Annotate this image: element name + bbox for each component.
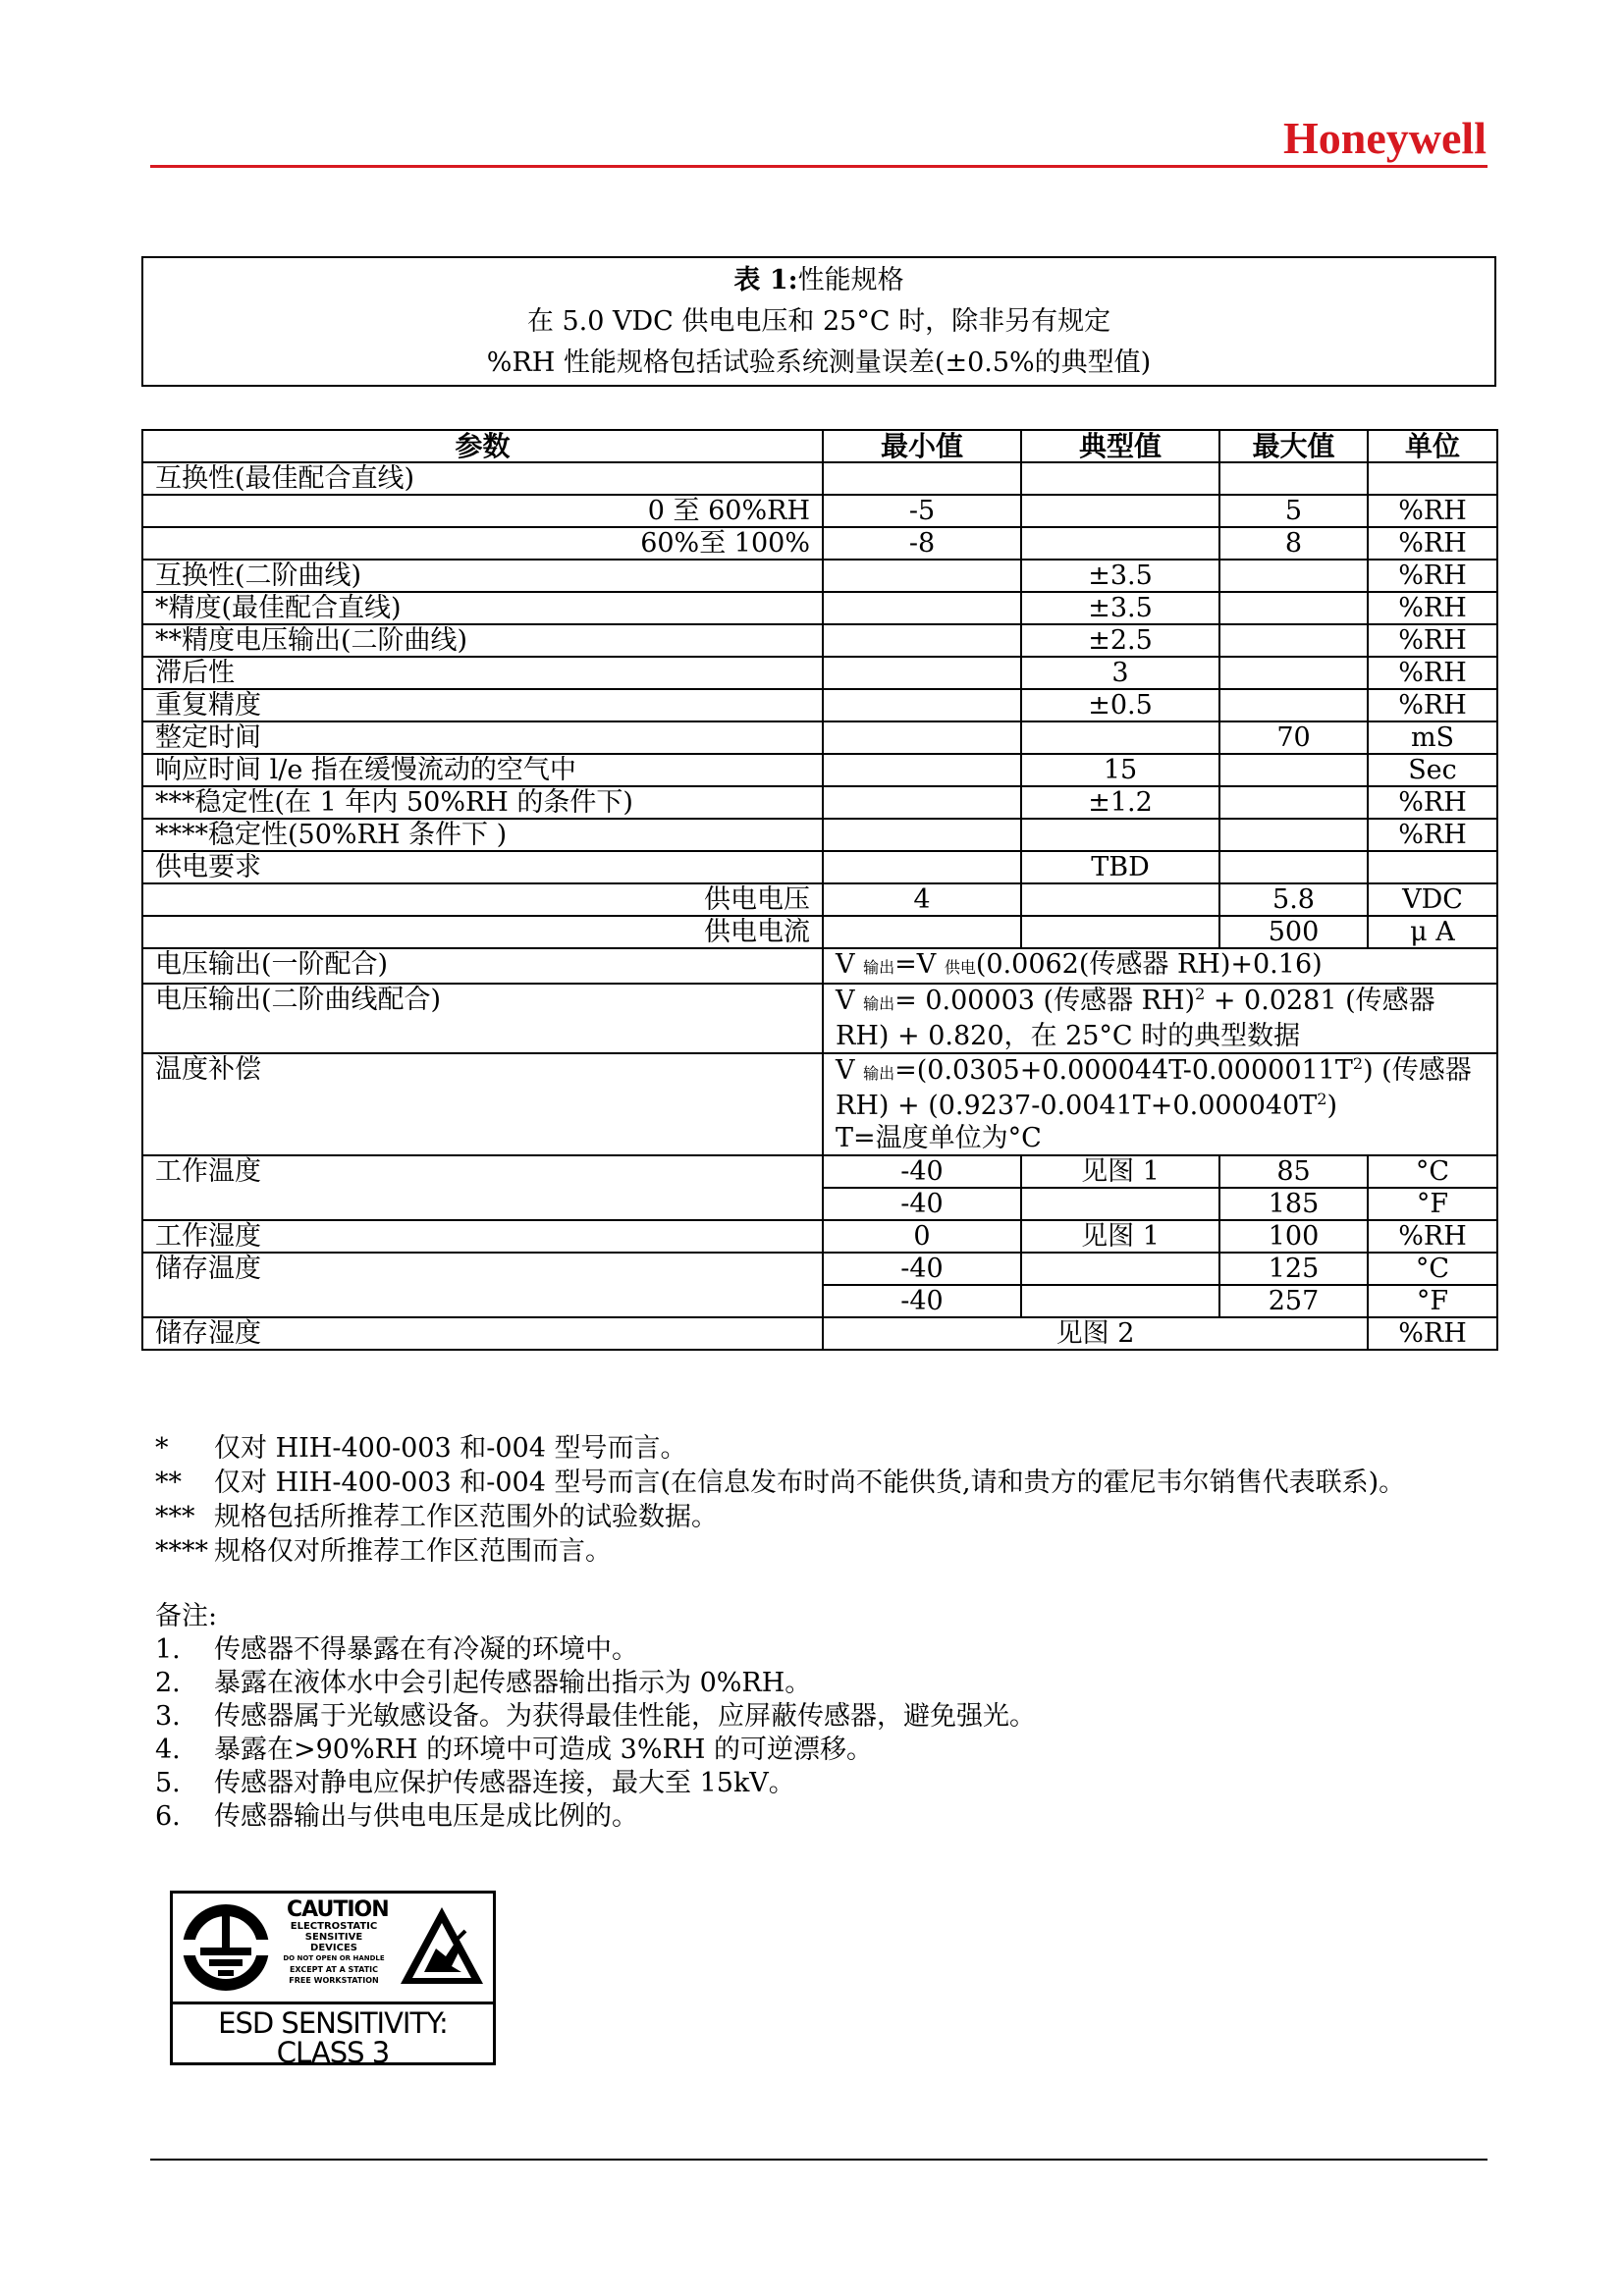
max-cell: 257 bbox=[1219, 1285, 1368, 1317]
table-row bbox=[142, 462, 1497, 495]
table-row bbox=[142, 527, 1497, 560]
table-caption bbox=[141, 256, 1496, 387]
table-row bbox=[142, 851, 1497, 883]
unit-cell: %RH bbox=[1368, 1317, 1497, 1350]
param-cell: 工作温度 bbox=[142, 1155, 823, 1220]
unit-cell: %RH bbox=[1368, 657, 1497, 689]
header-min: 最小值 bbox=[823, 430, 1021, 462]
caption-line2: 在 5.0 VDC 供电电压和 25°C 时，除非另有规定 bbox=[526, 306, 1111, 337]
unit-cell: mS bbox=[1368, 721, 1497, 754]
typ-cell: ±3.5 bbox=[1021, 592, 1219, 624]
typ-cell: 3 bbox=[1021, 657, 1219, 689]
table-header-row bbox=[142, 430, 1497, 462]
param-cell: 工作湿度 bbox=[142, 1220, 823, 1253]
param-cell: 滞后性 bbox=[142, 657, 823, 689]
typ-cell: ±1.2 bbox=[1021, 786, 1219, 819]
max-cell: 5.8 bbox=[1219, 883, 1368, 916]
table-row bbox=[142, 1155, 1497, 1188]
max-cell: 100 bbox=[1219, 1220, 1368, 1253]
param-cell: 储存温度 bbox=[142, 1253, 823, 1317]
min-cell: -40 bbox=[823, 1253, 1021, 1285]
esd-caution-label bbox=[170, 1891, 496, 2069]
footnote: ** 仅对 HIH-400-003 和-004 型号而言(在信息发布时尚不能供货,请和贵方的霍尼韦尔销售代表联系)。 bbox=[155, 1468, 1406, 1498]
spec-table bbox=[141, 429, 1498, 1351]
table-row bbox=[142, 1220, 1497, 1253]
esd-hand-warning-icon bbox=[397, 1901, 487, 1992]
table-row bbox=[142, 624, 1497, 657]
table-row bbox=[142, 819, 1497, 851]
esd-class-line: CLASS 3 bbox=[276, 2036, 390, 2069]
footer-rule bbox=[150, 2159, 1488, 2161]
remark-item: 3. 传感器属于光敏感设备。为获得最佳性能，应屏蔽传感器，避免强光。 bbox=[155, 1701, 1036, 1732]
min-cell: -8 bbox=[823, 527, 1021, 560]
unit-cell: %RH bbox=[1368, 624, 1497, 657]
unit-cell: %RH bbox=[1368, 560, 1497, 592]
header-unit: 单位 bbox=[1368, 430, 1497, 462]
header-max: 最大值 bbox=[1219, 430, 1368, 462]
min-cell: -40 bbox=[823, 1155, 1021, 1188]
max-cell: 5 bbox=[1219, 495, 1368, 527]
max-cell: 85 bbox=[1219, 1155, 1368, 1188]
param-cell: 电压输出(二阶曲线配合) bbox=[142, 984, 823, 1053]
min-cell: 0 bbox=[823, 1220, 1021, 1253]
unit-cell: %RH bbox=[1368, 1220, 1497, 1253]
min-cell: -5 bbox=[823, 495, 1021, 527]
unit-cell: %RH bbox=[1368, 527, 1497, 560]
table-row bbox=[142, 592, 1497, 624]
remark-item: 2. 暴露在液体水中会引起传感器输出指示为 0%RH。 bbox=[155, 1668, 812, 1698]
table-row bbox=[142, 948, 1497, 984]
remark-item: 5. 传感器对静电应保护传感器连接，最大至 15kV。 bbox=[155, 1768, 795, 1798]
table-row bbox=[142, 1317, 1497, 1350]
honeywell-logo: Honeywell bbox=[1283, 113, 1487, 163]
param-cell: ****稳定性(50%RH 条件下 ) bbox=[142, 819, 823, 851]
formula-cell: V 输出=V 供电(0.0062(传感器 RH)+0.16) bbox=[823, 948, 1497, 984]
typ-cell: ±3.5 bbox=[1021, 560, 1219, 592]
max-cell: 8 bbox=[1219, 527, 1368, 560]
table-row bbox=[142, 916, 1497, 948]
table-row bbox=[142, 1053, 1497, 1155]
footnote: * 仅对 HIH-400-003 和-004 型号而言。 bbox=[155, 1433, 687, 1464]
param-cell: 供电电压 bbox=[142, 883, 823, 916]
min-cell: -40 bbox=[823, 1188, 1021, 1220]
caption-label: 表 1: bbox=[733, 265, 798, 295]
param-cell: 储存湿度 bbox=[142, 1317, 823, 1350]
unit-cell: °C bbox=[1368, 1253, 1497, 1285]
unit-cell: °F bbox=[1368, 1285, 1497, 1317]
max-cell: 125 bbox=[1219, 1253, 1368, 1285]
formula-cell: V 输出= 0.00003 (传感器 RH)$^2$ + 0.0281 (传感器 RH) + 0.820，在 25°C 时的典型数据 bbox=[823, 984, 1497, 1053]
formula-cell: V 输出$=(0.0305+0.000044T-0.0000011T^2)$ (传感器 $RH) + (0.9237-0.0041T+0.000040T^2)$ T=温度单位为°C bbox=[823, 1053, 1497, 1155]
unit-cell: VDC bbox=[1368, 883, 1497, 916]
caption-title: 性能规格 bbox=[797, 265, 904, 295]
typ-cell: 15 bbox=[1021, 754, 1219, 786]
remark-item: 4. 暴露在>90%RH 的环境中可造成 3%RH 的可逆漂移。 bbox=[155, 1735, 873, 1765]
footnotes bbox=[155, 1431, 1490, 1569]
max-cell: 500 bbox=[1219, 916, 1368, 948]
table-row bbox=[142, 560, 1497, 592]
param-cell: 互换性(最佳配合直线) bbox=[142, 462, 823, 495]
param-cell: 温度补偿 bbox=[142, 1053, 823, 1155]
header-rule bbox=[150, 165, 1488, 168]
unit-cell: %RH bbox=[1368, 495, 1497, 527]
unit-cell: %RH bbox=[1368, 819, 1497, 851]
table-row bbox=[142, 786, 1497, 819]
unit-cell: %RH bbox=[1368, 689, 1497, 721]
max-cell: 185 bbox=[1219, 1188, 1368, 1220]
param-cell: 0 至 60%RH bbox=[142, 495, 823, 527]
table-row bbox=[142, 657, 1497, 689]
table-row bbox=[142, 984, 1497, 1053]
remark-item: 1. 传感器不得暴露在有冷凝的环境中。 bbox=[155, 1634, 638, 1665]
param-cell: 整定时间 bbox=[142, 721, 823, 754]
min-cell: 4 bbox=[823, 883, 1021, 916]
table-row bbox=[142, 754, 1497, 786]
param-cell: 60%至 100% bbox=[142, 527, 823, 560]
typ-cell: 见图 1 bbox=[1021, 1220, 1219, 1253]
param-cell: **精度电压输出(二阶曲线) bbox=[142, 624, 823, 657]
unit-cell: %RH bbox=[1368, 592, 1497, 624]
remarks-title: 备注: bbox=[155, 1601, 218, 1631]
unit-cell: %RH bbox=[1368, 786, 1497, 819]
esd-sensitivity-line: ESD SENSITIVITY: bbox=[218, 2006, 448, 2040]
param-cell: *精度(最佳配合直线) bbox=[142, 592, 823, 624]
param-cell: 电压输出(一阶配合) bbox=[142, 948, 823, 984]
unit-cell: Sec bbox=[1368, 754, 1497, 786]
caption-line3: %RH 性能规格包括试验系统测量误差(±0.5%的典型值) bbox=[486, 347, 1152, 378]
unit-cell: °C bbox=[1368, 1155, 1497, 1188]
unit-cell: °F bbox=[1368, 1188, 1497, 1220]
table-row bbox=[142, 721, 1497, 754]
table-row bbox=[142, 883, 1497, 916]
esd-small-text: ELECTROSTATIC SENSITIVE DEVICES DO NOT OPEN OR HANDLE EXCEPT AT A STATIC FREE WORKSTATION bbox=[283, 1921, 385, 1985]
table-row bbox=[142, 495, 1497, 527]
max-cell: 70 bbox=[1219, 721, 1368, 754]
unit-cell: μ A bbox=[1368, 916, 1497, 948]
footnote: **** 规格仅对所推荐工作区范围而言。 bbox=[155, 1536, 612, 1567]
param-cell: 重复精度 bbox=[142, 689, 823, 721]
param-cell: 互换性(二阶曲线) bbox=[142, 560, 823, 592]
remark-item: 6. 传感器输出与供电电压是成比例的。 bbox=[155, 1801, 638, 1832]
footnote: *** 规格包括所推荐工作区范围外的试验数据。 bbox=[155, 1502, 718, 1532]
header-typ: 典型值 bbox=[1021, 430, 1219, 462]
remarks bbox=[155, 1600, 1490, 1834]
typ-cell: ±2.5 bbox=[1021, 624, 1219, 657]
param-cell: 响应时间 l/e 指在缓慢流动的空气中 bbox=[142, 754, 823, 786]
typ-cell: ±0.5 bbox=[1021, 689, 1219, 721]
esd-caution-text: CAUTION bbox=[287, 1897, 389, 1922]
esd-ground-icon bbox=[177, 1896, 275, 1999]
param-cell: ***稳定性(在 1 年内 50%RH 的条件下) bbox=[142, 786, 823, 819]
param-cell: 供电要求 bbox=[142, 851, 823, 883]
header-param: 参数 bbox=[142, 430, 823, 462]
table-row bbox=[142, 689, 1497, 721]
typ-cell: 见图 1 bbox=[1021, 1155, 1219, 1188]
table-row bbox=[142, 1253, 1497, 1285]
span-cell: 见图 2 bbox=[823, 1317, 1368, 1350]
param-cell: 供电电流 bbox=[142, 916, 823, 948]
typ-cell: TBD bbox=[1021, 851, 1219, 883]
min-cell: -40 bbox=[823, 1285, 1021, 1317]
